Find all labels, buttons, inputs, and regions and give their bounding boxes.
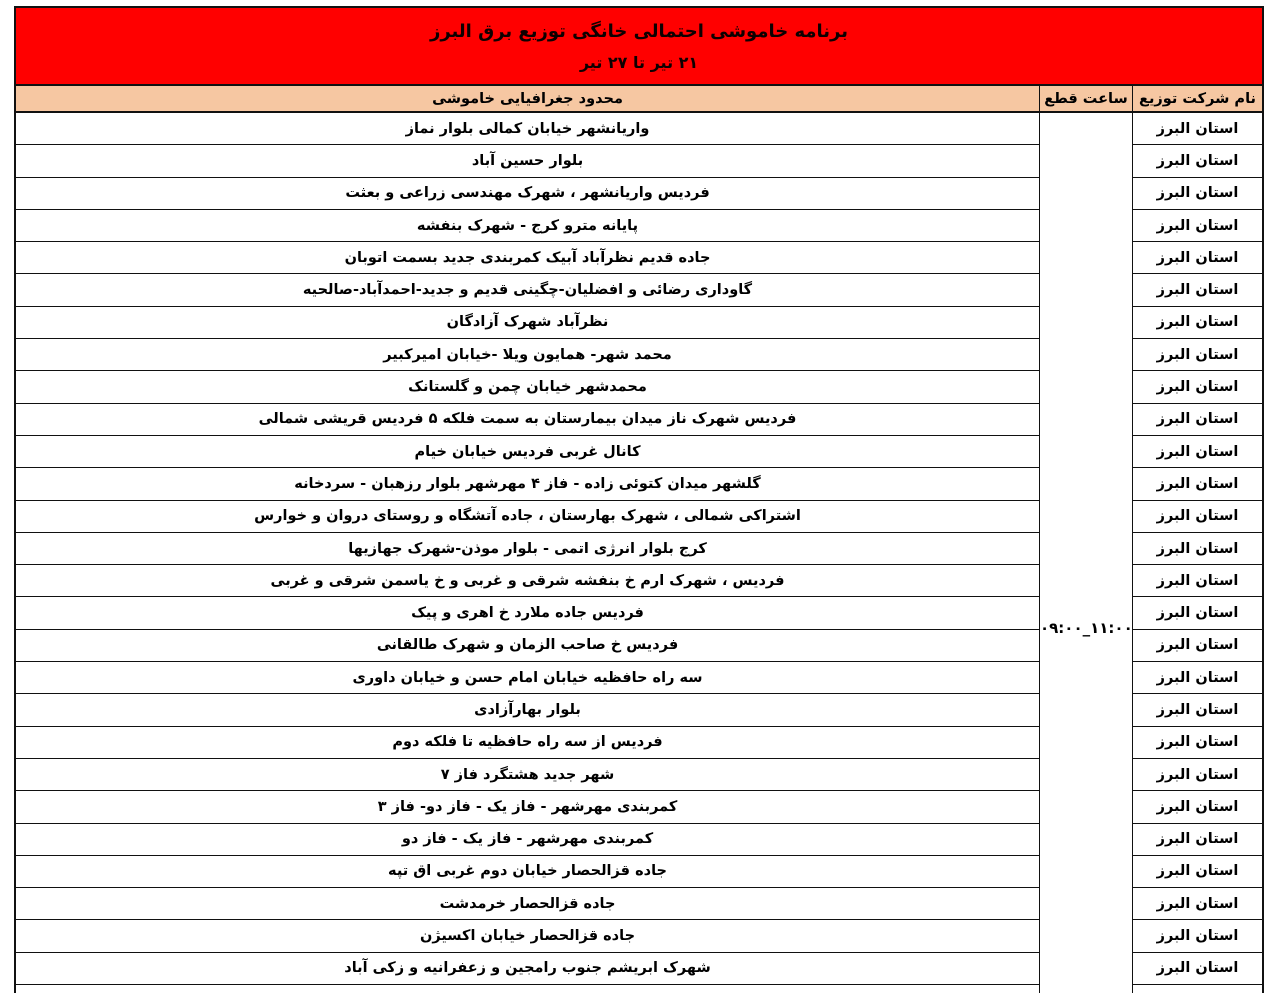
location-cell: محمدشهر خیابان چمن و گلستانک xyxy=(16,371,1039,403)
company-cell: استان البرز xyxy=(1133,630,1262,662)
company-cell: استان البرز xyxy=(1133,565,1262,597)
company-cell: استان البرز xyxy=(1133,307,1262,339)
column-header-row xyxy=(16,86,1262,113)
location-cell: فردیس شهرک ناز میدان بیمارستان به سمت فلکه ۵ فردیس قریشی شمالی xyxy=(16,404,1039,436)
company-cell: استان البرز xyxy=(1133,694,1262,726)
location-cell: اشتراکی شمالی ، شهرک بهارستان ، جاده آتشگاه و روستای دروان و خوارس xyxy=(16,501,1039,533)
company-cell: استان البرز xyxy=(1133,824,1262,856)
outage-time-value: ۰۹:۰۰_۱۱:۰۰ xyxy=(1040,619,1133,637)
company-cell: استان البرز xyxy=(1133,404,1262,436)
company-cell: استان البرز xyxy=(1133,791,1262,823)
location-column-body xyxy=(16,113,1040,993)
company-cell: استان البرز xyxy=(1133,727,1262,759)
company-cell: استان البرز xyxy=(1133,274,1262,306)
location-cell: شهر جدید هشتگرد فاز ۷ xyxy=(16,759,1039,791)
company-cell: استان البرز xyxy=(1133,759,1262,791)
company-cell: استان البرز xyxy=(1133,501,1262,533)
company-cell: استان البرز xyxy=(1133,920,1262,952)
location-cell: جاده قزالحصار خیابان دوم غربی اق تپه xyxy=(16,856,1039,888)
company-cell: استان البرز xyxy=(1133,468,1262,500)
company-column-body xyxy=(1133,113,1262,993)
location-cell: کمربندی مهرشهر - فاز یک - فاز دو xyxy=(16,824,1039,856)
location-cell: فردیس از سه راه حافظیه تا فلکه دوم xyxy=(16,727,1039,759)
location-cell: کرج بلوار انرژی اتمی - بلوار موذن-شهرک جهازیها xyxy=(16,533,1039,565)
company-cell: استان البرز xyxy=(1133,113,1262,145)
location-cell: جاده قزالحصار خیابان اکسیژن xyxy=(16,920,1039,952)
location-cell: بلوار حسین آباد xyxy=(16,145,1039,177)
location-cell: جاده قزالحصار خرمدشت xyxy=(16,888,1039,920)
company-cell: استان البرز xyxy=(1133,662,1262,694)
company-cell: استان البرز xyxy=(1133,339,1262,371)
time-column-merged-cell xyxy=(1040,113,1133,993)
company-cell: استان البرز xyxy=(1133,371,1262,403)
location-cell: پایانه مترو کرج - شهرک بنفشه xyxy=(16,210,1039,242)
location-cell: کمربندی مهرشهر - فاز یک - فاز دو- فاز ۳ xyxy=(16,791,1039,823)
company-cell: استان البرز xyxy=(1133,856,1262,888)
location-cell: واریانشهر خیابان کمالی بلوار نماز xyxy=(16,113,1039,145)
location-cell: جاده قدیم نظرآباد آبیک کمربندی جدید بسمت اتوبان xyxy=(16,242,1039,274)
location-cell: فردیس ، شهرک ارم خ بنفشه شرقی و غربی و خ یاسمن شرقی و غربی xyxy=(16,565,1039,597)
company-cell: استان البرز xyxy=(1133,953,1262,985)
partial-row-cell xyxy=(16,985,1039,993)
column-header-company: نام شرکت توزیع xyxy=(1139,90,1256,107)
company-cell: استان البرز xyxy=(1133,533,1262,565)
location-cell: نظرآباد شهرک آزادگان xyxy=(16,307,1039,339)
location-cell: محمد شهر- همایون ویلا -خیابان امیرکبیر xyxy=(16,339,1039,371)
company-cell: استان البرز xyxy=(1133,210,1262,242)
page-title: برنامه خاموشی احتمالی خانگی توزیع برق البرز xyxy=(430,20,849,42)
company-cell: استان البرز xyxy=(1133,888,1262,920)
column-header-location: محدود جغرافیایی خاموشی xyxy=(16,86,1040,111)
date-range-subtitle: ۲۱ تیر تا ۲۷ تیر xyxy=(579,52,699,72)
outage-schedule-table xyxy=(14,6,1264,993)
location-cell: فردیس خ صاحب الزمان و شهرک طالقانی xyxy=(16,630,1039,662)
column-header-time: ساعت قطع xyxy=(1040,86,1133,111)
company-cell: استان البرز xyxy=(1133,242,1262,274)
location-cell: گلشهر میدان کتوئی زاده - فاز ۴ مهرشهر بلوار رزهبان - سردخانه xyxy=(16,468,1039,500)
location-cell: سه راه حافظیه خیابان امام حسن و خیابان داوری xyxy=(16,662,1039,694)
location-cell: شهرک ابریشم جنوب رامجین و زعفرانیه و زکی آباد xyxy=(16,953,1039,985)
location-cell: کانال غربی فردیس خیابان خیام xyxy=(16,436,1039,468)
location-cell: بلوار بهارآزادی xyxy=(16,694,1039,726)
location-cell: گاوداری رضائی و افضلیان-چگینی قدیم و جدید-احمدآباد-صالحیه xyxy=(16,274,1039,306)
table-body xyxy=(16,113,1262,993)
company-cell: استان البرز xyxy=(1133,597,1262,629)
company-cell: استان البرز xyxy=(1133,436,1262,468)
company-cell: استان البرز xyxy=(1133,145,1262,177)
location-cell: فردیس واریانشهر ، شهرک مهندسی زراعی و بعثت xyxy=(16,178,1039,210)
partial-row-cell xyxy=(1133,985,1262,993)
company-cell: استان البرز xyxy=(1133,178,1262,210)
location-cell: فردیس جاده ملارد خ اهری و پیک xyxy=(16,597,1039,629)
title-banner xyxy=(16,8,1262,86)
